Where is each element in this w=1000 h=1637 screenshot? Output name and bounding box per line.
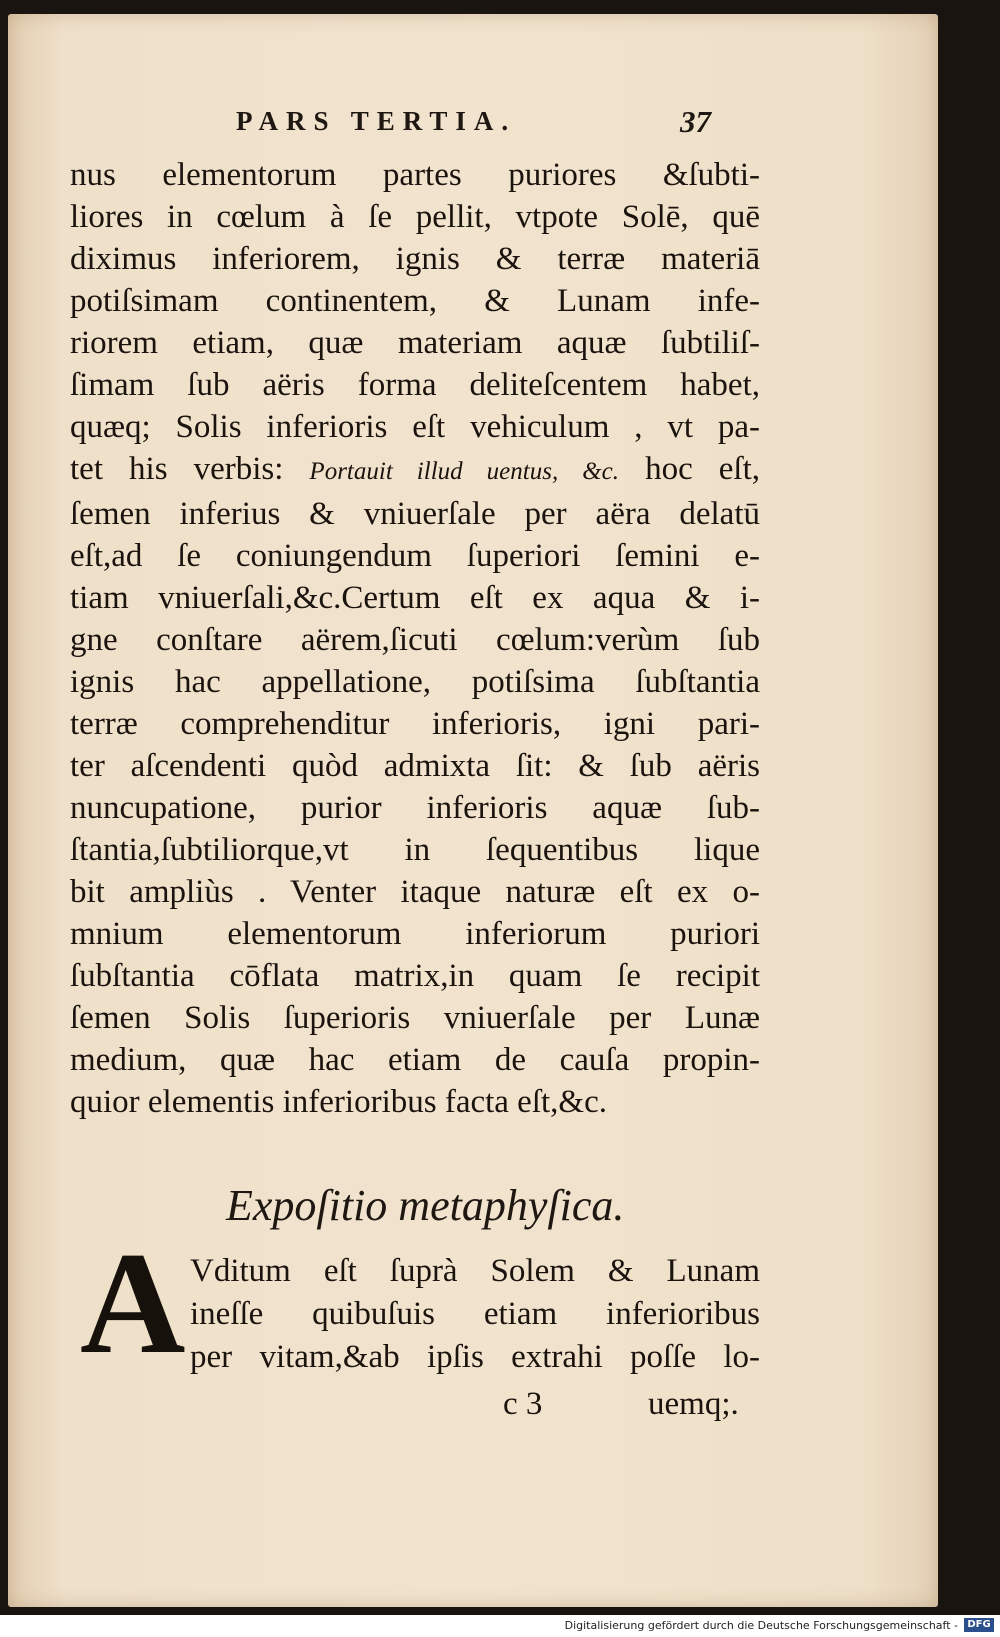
catchline xyxy=(503,1386,763,1426)
text-line: Vditum eſt ſuprà Solem & Lunam xyxy=(190,1253,760,1289)
text-line: gne conſtare aërem,ſicuti cœlum:verùm ſub xyxy=(70,622,760,658)
digitization-credit: Digitalisierung gefördert durch die Deutsche Forschungsgemeinschaft - xyxy=(564,1619,958,1632)
text-line: ignis hac appellatione, potiſsima ſubſtantia xyxy=(70,664,760,700)
text-line: per vitam,&ab ipſis extrahi poſſe lo- xyxy=(190,1339,760,1375)
drop-cap: A xyxy=(80,1222,186,1384)
text-line: ſimam ſub aëris forma deliteſcentem habet, xyxy=(70,367,760,403)
footer-band xyxy=(0,1615,1000,1637)
text-line: eſt,ad ſe coniungendum ſuperiori ſemini e- xyxy=(70,538,760,574)
main-paragraph xyxy=(70,154,760,1123)
text-line: bit ampliùs . Venter itaque naturæ eſt ex o- xyxy=(70,874,760,910)
text-line: riorem etiam, quæ materiam aquæ ſubtiliſ- xyxy=(70,325,760,361)
text-line: ſemen Solis ſuperioris vniuerſale per Lunæ xyxy=(70,1000,760,1036)
italic-quotation: Portauit illud uentus, &c. xyxy=(309,458,620,485)
running-title: PARS TERTIA. xyxy=(236,106,517,136)
signature-mark: c 3 xyxy=(503,1386,543,1422)
text-line: quæq; Solis inferioris eſt vehiculum , vt pa- xyxy=(70,409,760,445)
dfg-logo: DFG xyxy=(964,1618,994,1632)
text-line: potiſsimam continentem, & Lunam infe- xyxy=(70,283,760,319)
section-paragraph xyxy=(190,1250,760,1379)
text-line: terræ comprehenditur inferioris, igni pari- xyxy=(70,706,760,742)
page-number: 37 xyxy=(680,104,711,139)
text-line: quior elementis inferioribus facta eſt,&c. xyxy=(70,1084,607,1120)
text-line: mnium elementorum inferiorum puriori xyxy=(70,916,760,952)
text-line: ſemen inferius & vniuerſale per aëra delatū xyxy=(70,496,760,532)
text-line: ſubſtantia cōflata matrix,in quam ſe recipit xyxy=(70,958,760,994)
text-line-with-quotation xyxy=(70,448,760,493)
text-line: medium, quæ hac etiam de cauſa propin- xyxy=(70,1042,760,1078)
text-line: ineſſe quibuſuis etiam inferioribus xyxy=(190,1296,760,1332)
section-heading: Expoſitio metaphyſica. xyxy=(226,1181,625,1230)
text-line: diximus inferiorem, ignis & terræ materiā xyxy=(70,241,760,277)
text-line: liores in cœlum à ſe pellit, vtpote Solē, quē xyxy=(70,199,760,235)
text-line: ter aſcendenti quòd admixta ſit: & ſub aëris xyxy=(70,748,760,784)
text-line: tiam vniuerſali,&c.Certum eſt ex aqua & i- xyxy=(70,580,760,616)
text-line: nus elementorum partes puriores &ſubti- xyxy=(70,157,760,193)
text-fragment: hoc eſt, xyxy=(619,451,760,487)
book-page xyxy=(8,14,938,1607)
running-head xyxy=(8,106,938,146)
text-line: ſtantia,ſubtiliorque,vt in ſequentibus lique xyxy=(70,832,760,868)
catchword: uemq;. xyxy=(648,1386,739,1422)
text-line: nuncupatione, purior inferioris aquæ ſub- xyxy=(70,790,760,826)
text-fragment: tet his verbis: xyxy=(70,451,310,487)
